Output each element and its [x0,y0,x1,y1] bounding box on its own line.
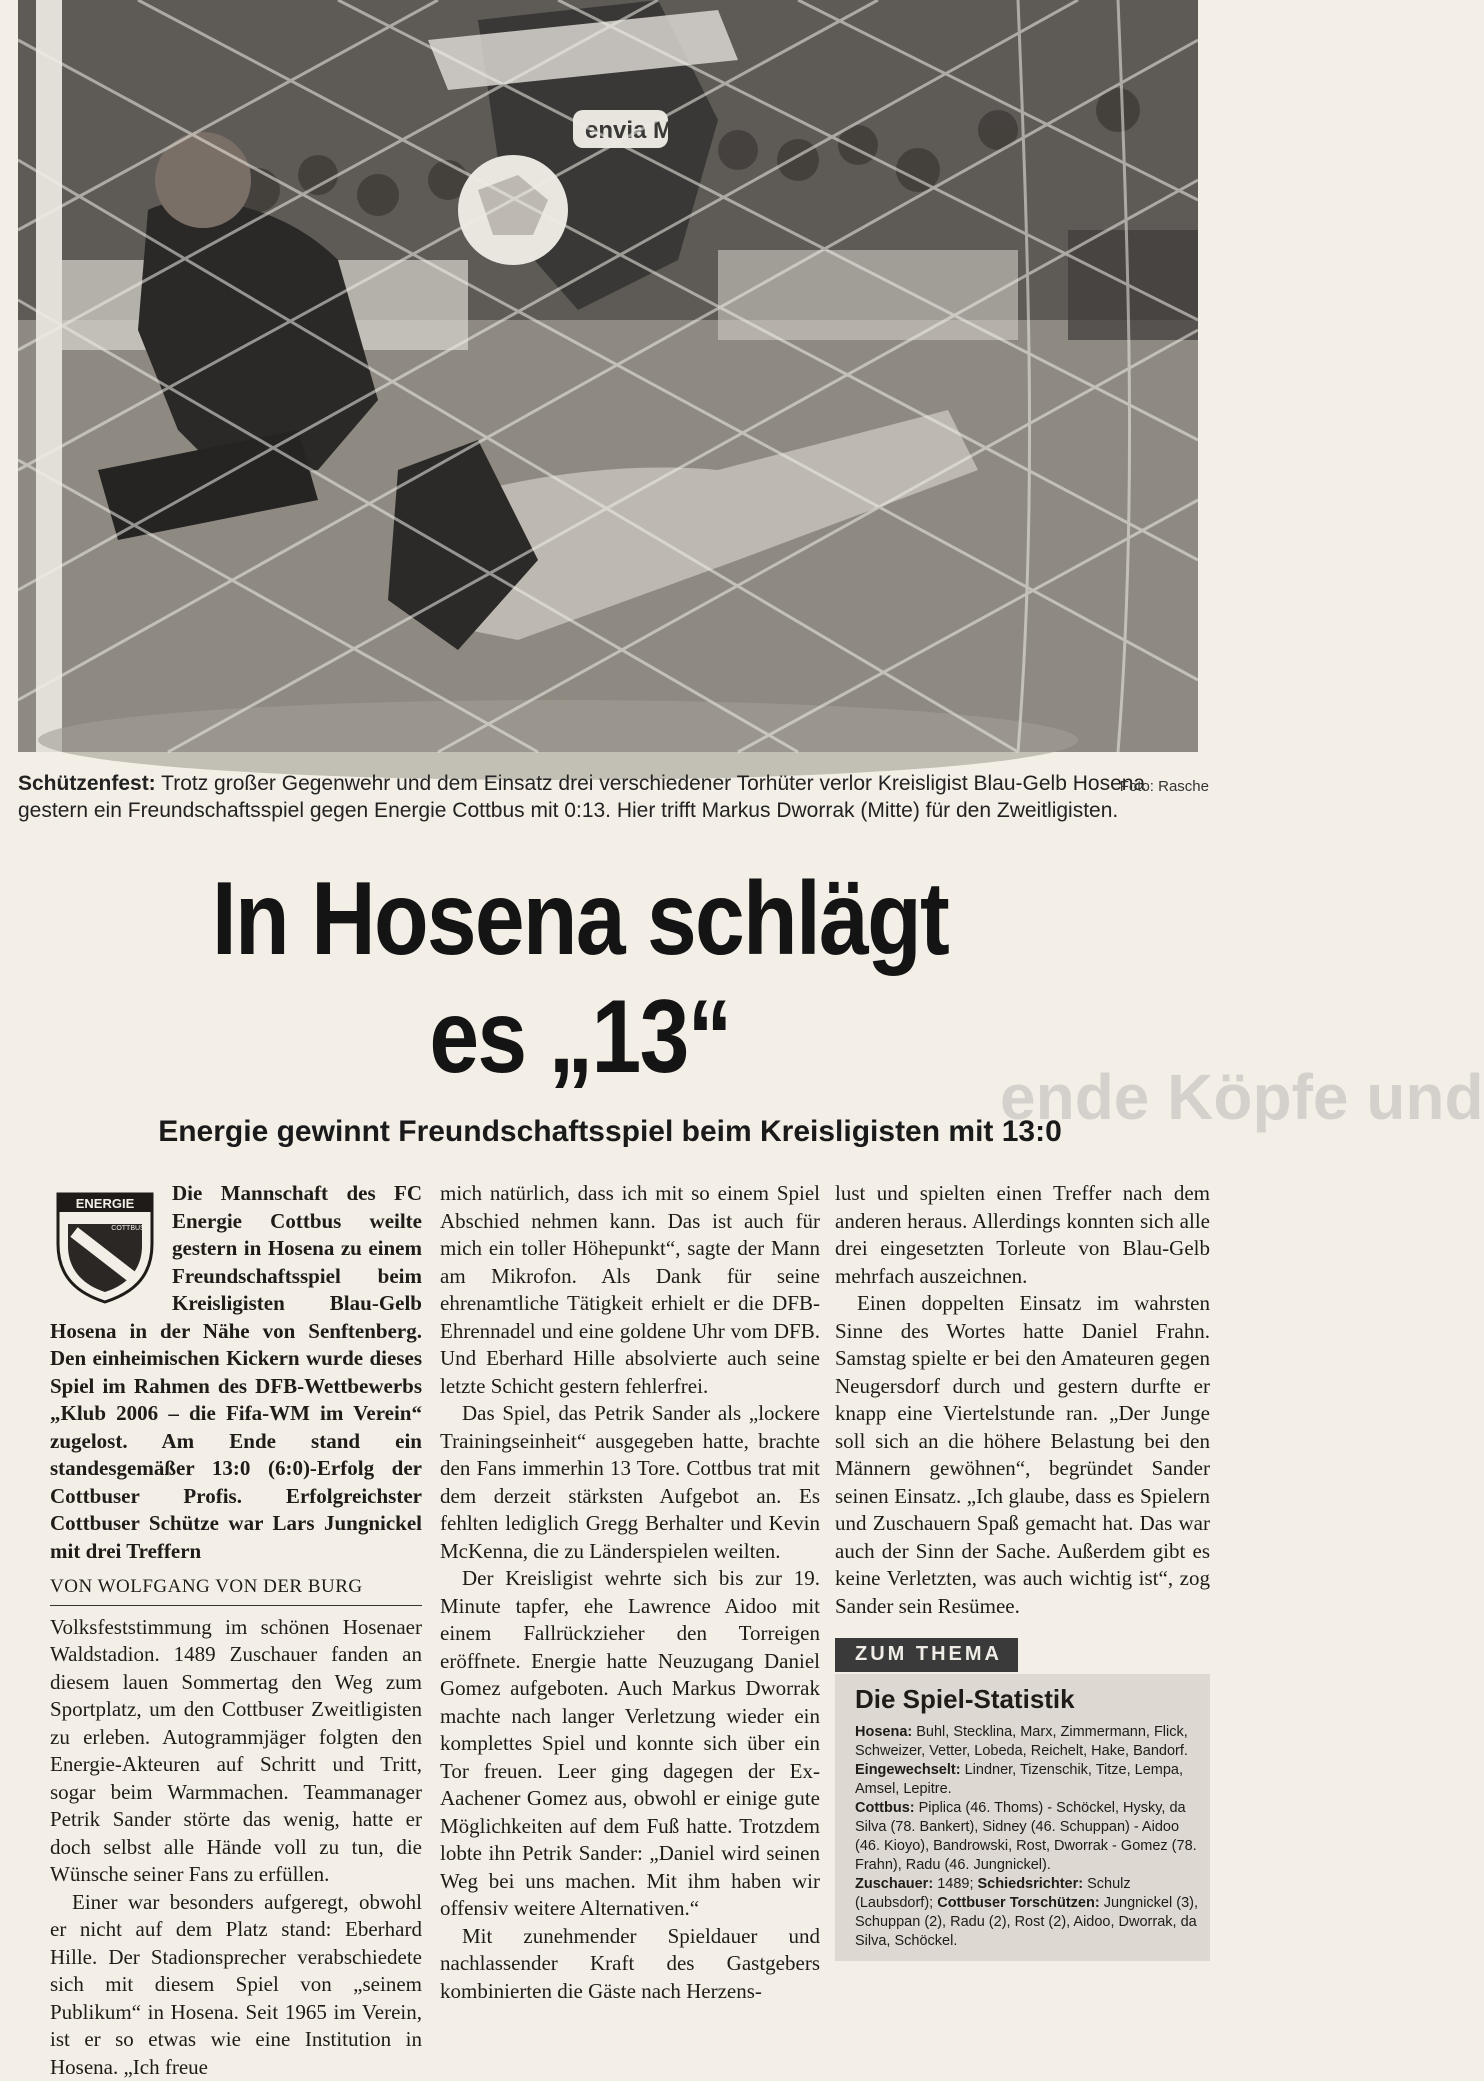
headline-line-2: es „13“ [159,978,1002,1096]
energie-cottbus-logo [50,1184,160,1304]
article-column-3 [835,1180,1210,1961]
stats-label: Schiedsrichter: [978,1876,1084,1892]
stats-text: Jungnickel (3), Schuppan (2), Radu (2), Rost (2), Aidoo, Dworrak, da Silva, Schöckel. [855,1895,1198,1949]
stats-text: Schulz (Laubsdorf); [855,1876,1131,1911]
stats-label: Zuschauer: [855,1876,933,1892]
paragraph: Der Kreisligist wehrte sich bis zur 19. Minute tapfer, ehe Lawrence Aidoo mit einem Fallrückzieher den Torreigen eröffnete. Energie hatte Neuzugang Daniel Gomez aufgeboten. Auch Markus Dworrak machte nach langer Verletzung wieder ein komplettes Spiel und konnte sich über ein Tor freuen. Leer ging dagegen der Ex-Aachener Gomez aus, obwohl er einige gute Möglichkeiten auf dem Fuß hatte. Trotzdem lobte ihn Petrik Sander: „Daniel wird seinen Weg bei uns machen. Mit ihm haben wir offensiv weitere Alternativen.“ [440,1565,820,1923]
paragraph: Einer war besonders aufgeregt, obwohl er nicht auf dem Platz stand: Eberhard Hille. Der Stadionsprecher verabschiedete sich mit diesem Spiel von „seinem Publikum“ in Hosena. Seit 1965 im Verein, ist er so etwas wie eine Institution in Hosena. „Ich freue [50,1889,422,2081]
logo-bottom-text: COTTBUS [111,1225,145,1232]
paragraph: Volksfeststimmung im schönen Hosenaer Waldstadion. 1489 Zuschauer fanden an diesem lauen Sommertag den Weg zum Sportplatz, um den Cottbuser Zweitligisten zu erleben. Autogrammjäger folgten den Energie-Akteuren auf Schritt und Tritt, sogar beim Warmmachen. Teammanager Petrik Sander störte das wenig, hatte er doch selbst alle Hände voll zu tun, die Wünsche seiner Fans zu erfüllen. [50,1614,422,1889]
article-column-1 [50,1180,422,2081]
stats-line-cottbus [855,1799,1200,1875]
article-intro: Die Mannschaft des FC Energie Cottbus weilte gestern in Hosena zu einem Freundschaftsspiel beim Kreisligisten Blau-Gelb Hosena in der Nähe von Senftenberg. Den einheimischen Kickern wurde dieses Spiel im Rahmen des DFB-Wettbewerbs „Klub 2006 – die Fifa-WM im Verein“ zugelost. Am Ende stand ein standesgemäßer 13:0 (6:0)-Erfolg der Cottbuser Profis. Erfolgreichster Cottbuser Schütze war Lars Jungnickel mit drei Treffern [50,1180,422,1565]
jersey-sponsor: envia M [585,117,673,144]
stats-label: Hosena: [855,1724,912,1740]
stats-label: Cottbuser Torschützen: [937,1895,1099,1911]
stats-text: Lindner, Tizenschik, Titze, Lempa, Amsel, Lepitre. [855,1762,1183,1797]
stats-text: Piplica (46. Thoms) - Schöckel, Hysky, da Silva (78. Bankert), Sidney (46. Schuppan) - Aidoo (46. Kioyo), Bandrowski, Rost, Dworrak - Gomez (78. Frahn), Radu (46. Jungnickel). [855,1800,1197,1873]
photo-credit: Foto: Rasche [1120,778,1209,795]
photo-caption [18,770,1213,824]
stats-text: 1489; [933,1876,977,1892]
caption-text: Trotz großer Gegenwehr und dem Einsatz drei verschiedener Torhüter verlor Kreisligist Blau-Gelb Hosena gestern ein Freundschaftsspiel gegen Energie Cottbus mit 0:13. Hier trifft Markus Dworrak (Mitte) für den Zweitligisten. [18,772,1145,822]
paragraph: lust und spielten einen Treffer nach dem anderen heraus. Allerdings konnten sich alle drei eingesetzten Torleute von Blau-Gelb mehrfach auszeichnen. [835,1180,1210,1290]
paragraph: Das Spiel, das Petrik Sander als „lockere Trainingseinheit“ ausgegeben hatte, brachte den Fans immerhin 13 Tore. Cottbus trat mit dem derzeit stärksten Aufgebot an. Es fehlten lediglich Gregg Berhalter und Kevin McKenna, die zu Länderspielen weilten. [440,1400,820,1565]
headline-line-1: In Hosena schlägt [159,860,1002,978]
byline: VON WOLFGANG VON DER BURG [50,1573,422,1606]
stats-line-spectators [855,1875,1200,1951]
section-tag: ZUM THEMA [835,1638,1018,1672]
stats-text: Buhl, Stecklina, Marx, Zimmermann, Flick, Schweizer, Vetter, Lobeda, Reichelt, Hake, Bandorf. [855,1724,1188,1759]
stats-box [835,1674,1210,1962]
subheadline: Energie gewinnt Freundschaftsspiel beim Kreisligisten mit 13:0 [60,1115,1160,1149]
paragraph: mich natürlich, dass ich mit so einem Spiel Abschied nehmen kann. Das ist auch für mich ein toller Höhepunkt“, sagte der Mann am Mikrofon. Als Dank für seine ehrenamtliche Tätigkeit erhielt er die DFB-Ehrennadel und eine goldene Uhr vom DFB. Und Eberhard Hille absolvierte auch seine letzte Schicht gestern fehlerfrei. [440,1180,820,1400]
paragraph: Mit zunehmender Spieldauer und nachlassender Kraft des Gastgebers kombinierten die Gäste nach Herzens- [440,1923,820,2006]
stats-label: Eingewechselt: [855,1762,961,1778]
stats-line-substitutes [855,1761,1200,1799]
logo-top-text: ENERGIE [76,1196,135,1211]
paragraph: Einen doppelten Einsatz im wahrsten Sinne des Wortes hatte Daniel Frahn. Samstag spielte er bei den Amateuren gegen Neugersdorf durch und gestern durfte er knapp eine Viertelstunde ran. „Der Junge soll sich an die höhere Belastung bei den Männern gewöhnen“, begründet Sander seinen Einsatz. „Ich glaube, dass es Spielern und Zuschauern Spaß gemacht hat. Das war auch der Sinn der Sache. Außerdem gibt es keine Verletzten, was auch wichtig ist“, zog Sander sein Resümee. [835,1290,1210,1620]
stats-title: Die Spiel-Statistik [855,1686,1200,1714]
background-ghost-text: ende Köpfe und [1000,1060,1215,1130]
article-column-2 [440,1180,820,2005]
headline [159,860,1002,1096]
caption-lead: Schützenfest: [18,772,156,795]
stats-line-hosena [855,1723,1200,1761]
match-photo [18,0,1198,752]
stats-label: Cottbus: [855,1800,915,1816]
photo-illustration [18,0,1198,752]
